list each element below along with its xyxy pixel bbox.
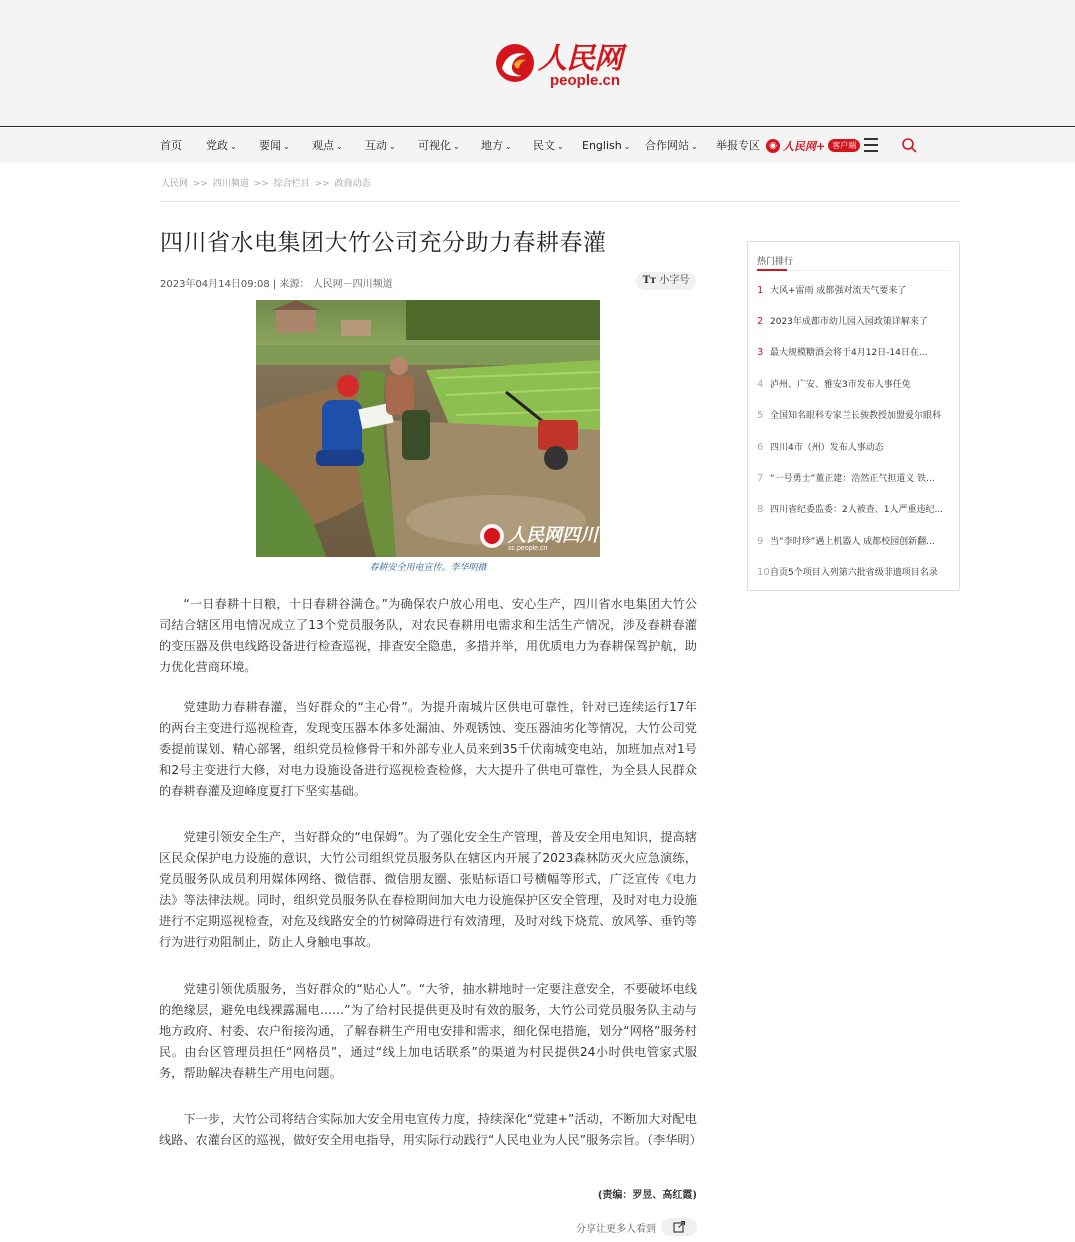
rank-number: 9 [757, 536, 764, 547]
breadcrumb-item[interactable]: 综合栏目 [273, 179, 310, 189]
hot-ranking-link: 泸州、广安、雅安3市发布人事任免 [770, 380, 911, 390]
nav-item-keshihua[interactable]: 可视化 ⌄ [418, 139, 460, 152]
photo-caption: 春耕安全用电宣传。李华明摄 [369, 563, 487, 573]
breadcrumb-item[interactable]: 政商动态 [334, 179, 371, 189]
nav-item-partners[interactable]: 合作网站 ⌄ [645, 139, 698, 152]
share-icon [661, 1218, 697, 1236]
photo-watermark-url: sc.people.cn [508, 545, 548, 552]
share-button[interactable] [661, 1218, 697, 1236]
nav-item-home[interactable]: 首页 [160, 139, 182, 152]
rank-number: 8 [757, 504, 764, 515]
logo-swirl-icon [492, 40, 538, 86]
hot-ranking-link: 最大规模糖酒会将于4月12日-14日在... [770, 348, 928, 358]
chevron-down-icon: ⌄ [336, 142, 343, 151]
hot-ranking-link: 2023年成都市幼儿园入园政策详解来了 [770, 317, 928, 327]
title-underline [757, 269, 787, 271]
chevron-down-icon: ⌄ [283, 142, 290, 151]
article-paragraph: 党建助力春耕春灌，当好群众的“主心骨”。为提升南城片区供电可靠性，针对已连续运行17年的两台主变进行巡视检查，发现变压器本体多处漏油、外观锈蚀、变压器油劣化等情况，大竹公司党委提前谋划、精心部署，组织党员检修骨干和外部专业人员来到35千伏南城变电站，加班加点对1号和2号主变进行大修，对电力设施设备进行巡视检查检修，大大提升了供电可靠性，为全县人民群众的春耕春灌及迎峰度夏打下坚实基础。 [159, 700, 697, 798]
site-header [0, 0, 1075, 127]
hot-ranking-item[interactable] [757, 534, 953, 547]
article-paragraph: 党建引领安全生产，当好群众的“电保姆”。为了强化安全生产管理，普及安全用电知识，提高辖区民众保护电力设施的意识，大竹公司组织党员服务队在辖区内开展了2023森林防灭火应急演练，党员服务队成员利用媒体网络、微信群、微信朋友圈、张贴标语口号横幅等形式，广泛宣传《电力法》等法律法规。同时，组织党员服务队在春检期间加大电力设施保护区安全管理，及时对电力设施进行不定期巡视检查，对危及线路安全的竹树障碍进行有效清理，及时对线下烧荒、放风筝、垂钓等行为进行劝阻制止，防止人身触电事故。 [159, 830, 697, 949]
article-meta [160, 275, 393, 290]
divider [160, 201, 960, 202]
nav-item-english[interactable]: English ⌄ [582, 139, 631, 152]
chevron-down-icon: ⌄ [691, 142, 698, 151]
hot-ranking-title: 热门排行 [757, 257, 794, 267]
nav-item-difang[interactable]: 地方 ⌄ [481, 139, 512, 152]
breadcrumb-separator: >> [192, 179, 208, 189]
logo-text-en: people.cn [550, 72, 621, 89]
chevron-down-icon: ⌄ [557, 142, 564, 151]
hot-ranking-item[interactable] [757, 408, 953, 421]
hot-ranking-item[interactable] [757, 502, 953, 515]
publish-date: 2023年04月14日09:08 [160, 279, 270, 290]
breadcrumb-separator: >> [314, 179, 330, 189]
rank-number: 2 [757, 316, 764, 327]
rank-number: 1 [757, 285, 764, 296]
hot-ranking-link: 四川省纪委监委：2人被查、1人严重违纪... [770, 505, 944, 515]
nav-item-report[interactable]: 举报专区 [716, 139, 760, 152]
hamburger-icon[interactable] [864, 138, 878, 152]
rank-number: 3 [757, 347, 764, 358]
source-label: | 来源： [272, 279, 310, 290]
site-logo[interactable] [492, 36, 632, 92]
chevron-down-icon: ⌄ [623, 142, 631, 151]
breadcrumb [161, 176, 371, 189]
breadcrumb-item[interactable]: 人民网 [161, 179, 189, 189]
article-paragraph: “一日春耕十日粮，十日春耕谷满仓。”为确保农户放心用电、安心生产，四川省水电集团大竹公司结合辖区用电情况成立了13个党员服务队，对农民春耕用电需求和生活生产情况，涉及春耕春灌的变压器及供电线路设备进行检查巡视，排查安全隐患，多措并举，用优质电力为春耕保驾护航，助力优化营商环境。 [159, 597, 697, 674]
chevron-down-icon: ⌄ [230, 142, 237, 151]
rank-number: 7 [757, 473, 764, 484]
rank-number: 10 [757, 567, 770, 578]
article-editor: (责编：罗昱、高红霞) [597, 1190, 697, 1201]
font-size-label: 小字号 [659, 275, 690, 286]
chevron-down-icon: ⌄ [453, 142, 460, 151]
hot-ranking-item[interactable] [757, 314, 953, 327]
rank-number: 6 [757, 442, 764, 453]
article-paragraph: 党建引领优质服务，当好群众的“贴心人”。“大爷，抽水耕地时一定要注意安全，不要破坏电线的绝缘层，避免电线裸露漏电……”为了给村民提供更及时有效的服务，大竹公司党员服务队主动与地方政府、村委、农户衔接沟通，了解春耕生产用电安排和需求，细化保电措施，划分“网格”服务村民。由台区管理员担任“网格员”，通过“线上加电话联系”的渠道为村民提供24小时供电管家式服务，帮助解决春耕生产用电问题。 [159, 982, 697, 1080]
chevron-down-icon: ⌄ [505, 142, 512, 151]
hot-ranking-link: 全国知名眼科专家兰长骏教授加盟爱尔眼科 [770, 411, 942, 421]
farm-photo-illustration [256, 300, 600, 557]
hot-ranking-link: 四川4市（州）发布人事动态 [770, 443, 884, 453]
font-size-toggle-button[interactable] [636, 272, 696, 290]
logo-text-cn: 人民网 [538, 41, 623, 75]
hot-ranking-link: 自贡5个项目入列第六批省级非遗项目名录 [770, 568, 938, 578]
hot-ranking-link: 当“李时珍”遇上机器人 成都校园创新翻... [770, 537, 935, 547]
font-size-icon: Tт [642, 275, 657, 286]
nav-item-dangzheng[interactable]: 党政 ⌄ [206, 139, 237, 152]
hot-ranking-link: 大风+雷雨 成都强对流天气要来了 [770, 286, 907, 296]
nav-item-yaowen[interactable]: 要闻 ⌄ [259, 139, 290, 152]
hot-ranking-panel [747, 241, 960, 591]
photo-watermark: 人民网四川 [508, 525, 598, 546]
rank-number: 5 [757, 410, 764, 421]
nav-item-hudong[interactable]: 互动 ⌄ [365, 139, 396, 152]
chevron-down-icon: ⌄ [389, 142, 396, 151]
search-icon[interactable] [901, 137, 917, 153]
hot-ranking-item[interactable] [757, 377, 953, 390]
client-badge: 客户端 [828, 139, 860, 152]
hot-ranking-item[interactable] [757, 471, 953, 484]
nav-item-guandian[interactable]: 观点 ⌄ [312, 139, 343, 152]
hot-ranking-link: “一号勇士”董正建：浩然正气担道义 铁... [770, 474, 935, 484]
people-plus-label: 人民网+ [783, 139, 826, 153]
hot-ranking-item[interactable] [757, 440, 953, 453]
hot-ranking-item[interactable] [757, 565, 953, 578]
source-link[interactable]: 人民网－四川频道 [312, 279, 393, 290]
hot-ranking-item[interactable] [757, 345, 953, 358]
breadcrumb-item[interactable]: 四川频道 [212, 179, 249, 189]
share-prompt: 分享让更多人看到 [576, 1224, 656, 1235]
people-plus-logo-icon: ◉ [766, 139, 780, 153]
breadcrumb-separator: >> [253, 179, 269, 189]
people-plus-app-link[interactable] [766, 137, 860, 154]
article-photo [256, 300, 600, 557]
article-title: 四川省水电集团大竹公司充分助力春耕春灌 [160, 230, 607, 256]
hot-ranking-item[interactable] [757, 283, 953, 296]
rank-number: 4 [757, 379, 764, 390]
article-paragraph: 下一步，大竹公司将结合实际加大安全用电宣传力度，持续深化“党建+”活动，不断加大对配电线路、农灌台区的巡视，做好安全用电指导，用实际行动践行“人民电业为人民”服务宗旨。（李华明） [159, 1112, 702, 1147]
nav-item-minwen[interactable]: 民文 ⌄ [533, 139, 564, 152]
main-nav [0, 128, 1075, 163]
